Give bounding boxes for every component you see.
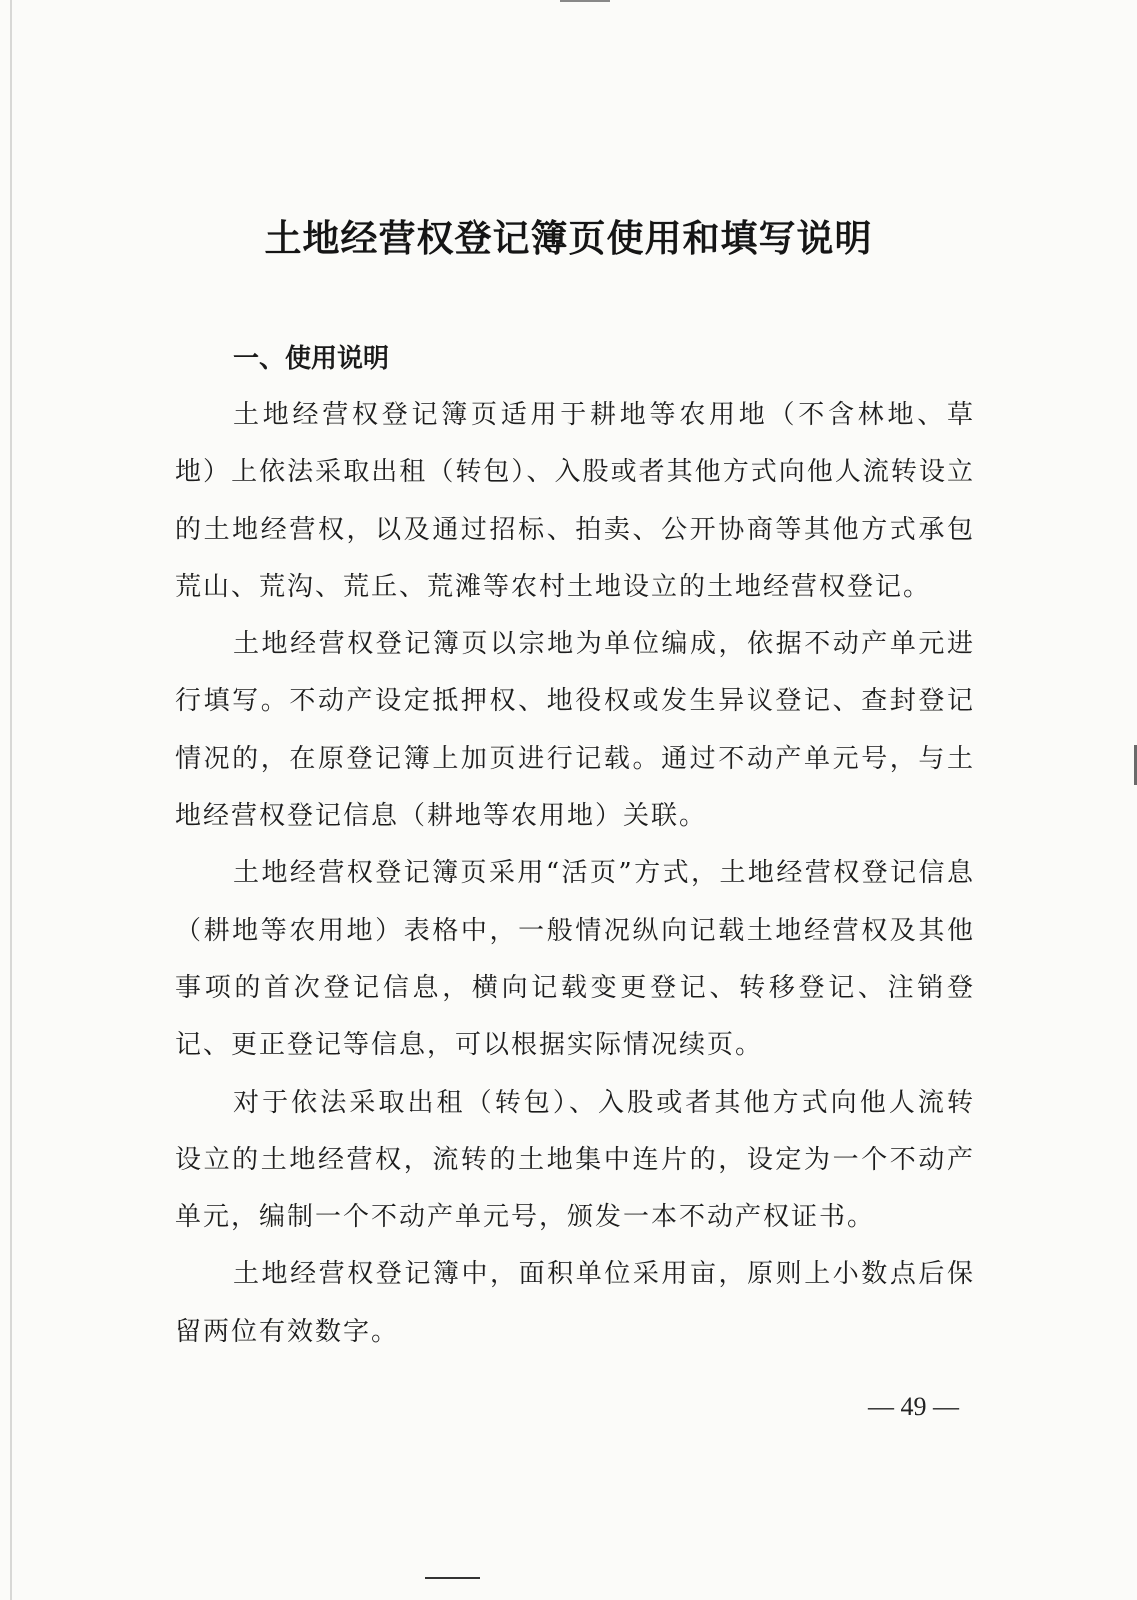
scan-mark-top <box>560 0 610 2</box>
paragraph-4: 对于依法采取出租（转包）、入股或者其他方式向他人流转设立的土地经营权，流转的土地集中连片的，设定为一个不动产单元，编制一个不动产单元号，颁发一本不动产权证书。 <box>175 1087 975 1233</box>
paragraph-1: 土地经营权登记簿页适用于耕地等农用地（不含林地、草地）上依法采取出租（转包）、入股或者其他方式向他人流转设立的土地经营权，以及通过招标、拍卖、公开协商等其他方式承包荒山、荒沟、荒丘、荒滩等农村土地设立的土地经营权登记。 <box>175 400 975 602</box>
page-number: — 49 — <box>868 1392 959 1421</box>
scan-mark-bottom <box>425 1577 480 1579</box>
page-title: 土地经营权登记簿页使用和填写说明 <box>264 217 873 260</box>
paragraph-2: 土地经营权登记簿页以宗地为单位编成，依据不动产单元进行填写。不动产设定抵押权、地役权或发生异议登记、查封登记情况的，在原登记簿上加页进行记载。通过不动产单元号，与土地经营权登记信息（耕地等农用地）关联。 <box>175 629 975 832</box>
paragraph-3: 土地经营权登记簿页采用“活页”方式，土地经营权登记信息（耕地等农用地）表格中，一般情况纵向记载土地经营权及其他事项的首次登记信息，横向记载变更登记、转移登记、注销登记、更正登记等信息，可以根据实际情况续页。 <box>175 858 975 1061</box>
body-text <box>175 387 975 1361</box>
section-heading: 一、使用说明 <box>233 344 390 374</box>
paragraph-5: 土地经营权登记簿中，面积单位采用亩，原则上小数点后保留两位有效数字。 <box>175 1259 975 1347</box>
